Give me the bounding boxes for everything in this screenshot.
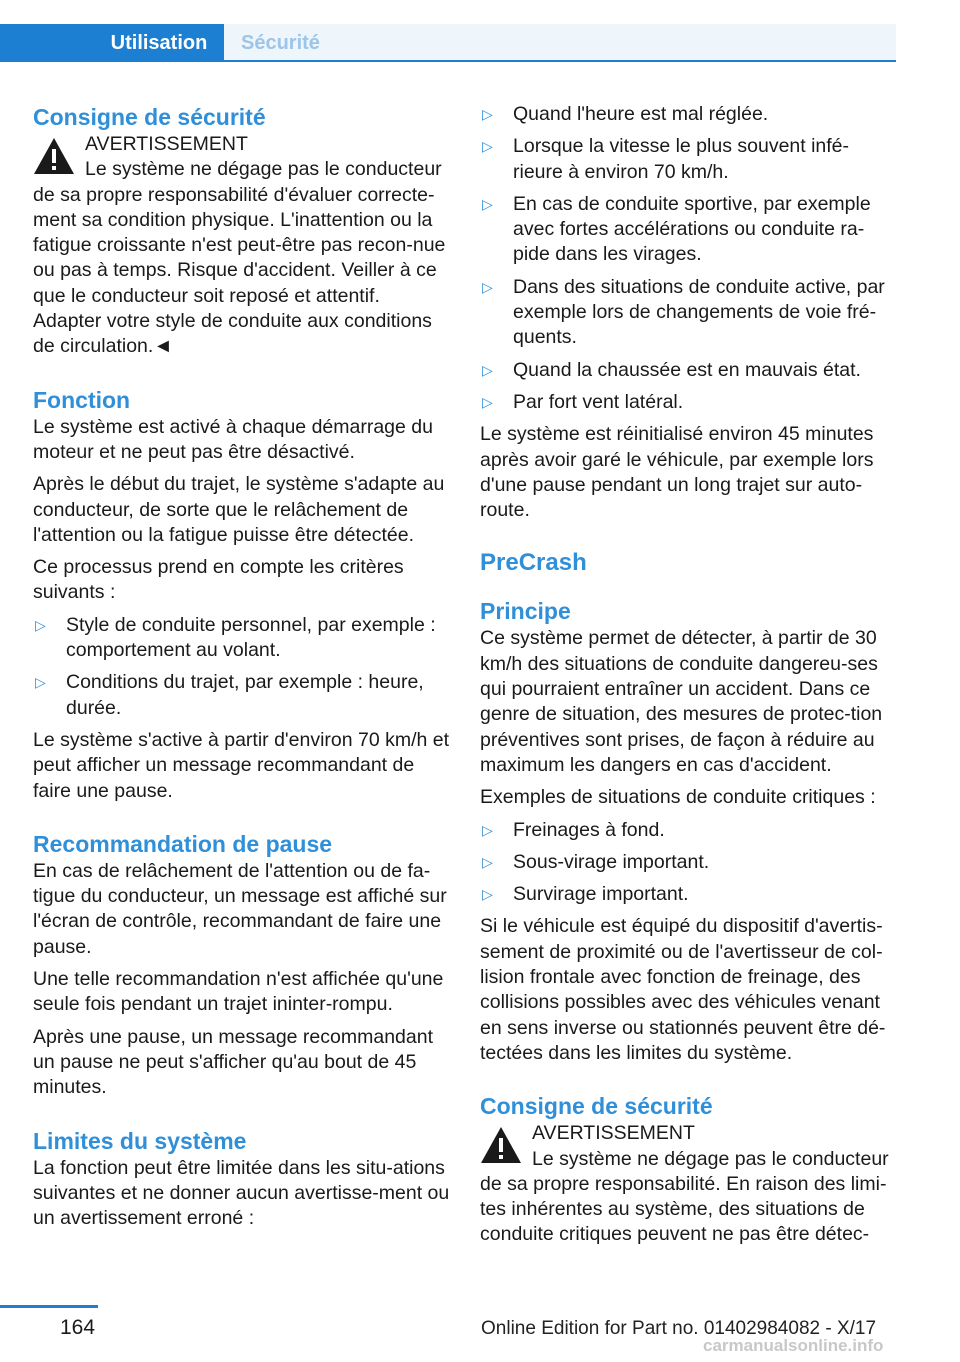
heading-limites-systeme: Limites du système bbox=[33, 1127, 247, 1154]
list-item bbox=[480, 882, 898, 907]
list-item bbox=[480, 102, 898, 127]
list-item-text: Par fort vent latéral. bbox=[513, 390, 684, 413]
list-item bbox=[480, 818, 898, 843]
paragraph: Le système est activé à chaque démarrage du moteur et ne peut pas être désactivé. bbox=[33, 415, 433, 463]
tab-utilisation[interactable] bbox=[0, 24, 224, 62]
paragraph: Après le début du trajet, le système s'adapte au conducteur, de sorte que le relâchement de l'attention ou la fatigue puisse être détectée. bbox=[33, 473, 445, 546]
paragraph: Exemples de situations de conduite critiques : bbox=[480, 786, 876, 809]
list-item bbox=[480, 390, 898, 415]
heading-recommandation-pause: Recommandation de pause bbox=[33, 830, 333, 857]
paragraph: Une telle recommandation n'est affichée qu'une seule fois pendant un trajet ininter-rompu. bbox=[33, 968, 444, 1016]
heading-consigne-securite-2: Consigne de sécurité bbox=[480, 1093, 713, 1120]
bullet-arrow-icon: ▷ bbox=[482, 361, 493, 378]
paragraph: En cas de relâchement de l'attention ou de fa-tigue du conducteur, un message est affiché sur l'écran de contrôle, recommandant de faire une pause. bbox=[33, 859, 447, 958]
list-item bbox=[33, 613, 451, 664]
bullet-arrow-icon: ▷ bbox=[482, 853, 493, 870]
list-item-text: Conditions du trajet, par exemple : heure, durée. bbox=[66, 671, 424, 719]
warning-triangle-icon bbox=[480, 1125, 522, 1165]
bullet-arrow-icon: ▷ bbox=[482, 106, 493, 122]
warning-text: Le système ne dégage pas le conducteur de sa propre responsabilité d'évaluer correcte-ment sa condition physique. L'inattention ou la fatigue croissante n'est peut-être pas recon-nue ou pas à temps. Risque d'accident. Veiller à ce que le conducteur soit reposé et attentif. Adapter votre style de conduite aux conditions de circulation.◄ bbox=[33, 158, 446, 358]
bullet-arrow-icon: ▷ bbox=[482, 821, 493, 838]
paragraph: La fonction peut être limitée dans les situ-ations suivantes et ne donner aucun avertisse-ment ou un avertissement erroné : bbox=[33, 1156, 450, 1230]
heading-fonction: Fonction bbox=[33, 386, 131, 413]
list-item bbox=[480, 192, 898, 268]
page-header bbox=[0, 0, 960, 64]
list-item bbox=[33, 670, 451, 721]
warning-block bbox=[480, 1121, 898, 1247]
heading-principe: Principe bbox=[480, 598, 571, 625]
tab-utilisation-label: Utilisation bbox=[110, 32, 208, 54]
list-item-text: Quand la chaussée est en mauvais état. bbox=[513, 358, 861, 381]
list-item-text: Survirage important. bbox=[513, 883, 689, 906]
paragraph: Si le véhicule est équipé du dispositif d'avertis-sement de proximité ou de l'avertisseur de col-lision frontale avec fonction de freinage, des collisions possibles avec des véhicules venant en sens inverse ou stationnés peuvent être dé-tectées dans les limites du système. bbox=[480, 915, 886, 1064]
bullet-arrow-icon: ▷ bbox=[482, 278, 493, 295]
tab-securite-label: Sécurité bbox=[241, 32, 320, 54]
paragraph: Après une pause, un message recommandant un pause ne peut s'afficher qu'au bout de 45 minutes. bbox=[33, 1025, 433, 1099]
bullet-arrow-icon: ▷ bbox=[482, 886, 493, 903]
warning-triangle-icon bbox=[33, 136, 75, 176]
paragraph: Le système est réinitialisé environ 45 minutes après avoir garé le véhicule, par exemple lors d'une pause pendant un long trajet sur auto-route. bbox=[480, 423, 874, 522]
list-item bbox=[480, 850, 898, 875]
list-item bbox=[480, 275, 898, 351]
watermark: carmanualsonline.info bbox=[703, 1336, 884, 1355]
paragraph: Ce système permet de détecter, à partir de 30 km/h des situations de conduite dangereu-ses qui pourraient entraîner un accident. Dans ce genre de situation, des mesures de protec-tion préventives sont prises, de façon à réduire au maximum les dangers en cas d'accident. bbox=[480, 627, 883, 776]
critical-situations-list bbox=[480, 818, 898, 908]
list-item bbox=[480, 358, 898, 383]
warning-block bbox=[33, 132, 451, 360]
bullet-arrow-icon: ▷ bbox=[482, 138, 493, 155]
bullet-arrow-icon: ▷ bbox=[35, 616, 46, 633]
warning-title: AVERTISSEMENT bbox=[532, 1122, 695, 1145]
paragraph: Le système s'active à partir d'environ 70 km/h et peut afficher un message recommandant de faire une pause. bbox=[33, 728, 450, 802]
edition-text: Online Edition for Part no. 01402984082 - X/17 bbox=[481, 1318, 877, 1339]
list-item-text: Sous-virage important. bbox=[513, 850, 710, 873]
criteria-list bbox=[33, 613, 451, 721]
list-item bbox=[480, 134, 898, 185]
bullet-arrow-icon: ▷ bbox=[482, 195, 493, 212]
list-item-text: Lorsque la vitesse le plus souvent infé-rieure à environ 70 km/h. bbox=[513, 135, 850, 183]
warning-title: AVERTISSEMENT bbox=[85, 133, 248, 155]
limits-list bbox=[480, 102, 898, 415]
list-item-text: Style de conduite personnel, par exemple : comportement au volant. bbox=[66, 613, 436, 662]
page-number: 164 bbox=[60, 1316, 96, 1339]
list-item-text: En cas de conduite sportive, par exemple avec fortes accélérations ou conduite ra-pide dans les virages. bbox=[513, 192, 871, 266]
footer-rule bbox=[0, 1305, 98, 1308]
list-item-text: Quand l'heure est mal réglée. bbox=[513, 103, 769, 125]
list-item-text: Freinages à fond. bbox=[513, 818, 665, 841]
list-item-text: Dans des situations de conduite active, par exemple lors de changements de voie fré-quents. bbox=[513, 275, 885, 349]
bullet-arrow-icon: ▷ bbox=[35, 674, 46, 691]
bullet-arrow-icon: ▷ bbox=[482, 393, 493, 410]
left-column bbox=[33, 102, 451, 1238]
right-column bbox=[480, 102, 898, 1255]
tab-securite[interactable] bbox=[224, 24, 896, 62]
warning-text: Le système ne dégage pas le conducteur de sa propre responsabilité. En raison des limi-tes inhérentes au système, des situations de conduite critiques peuvent ne pas être détec- bbox=[480, 1147, 889, 1246]
heading-consigne-securite: Consigne de sécurité bbox=[33, 104, 266, 130]
heading-precrash: PreCrash bbox=[480, 549, 587, 577]
paragraph: Ce processus prend en compte les critères suivants : bbox=[33, 556, 404, 604]
